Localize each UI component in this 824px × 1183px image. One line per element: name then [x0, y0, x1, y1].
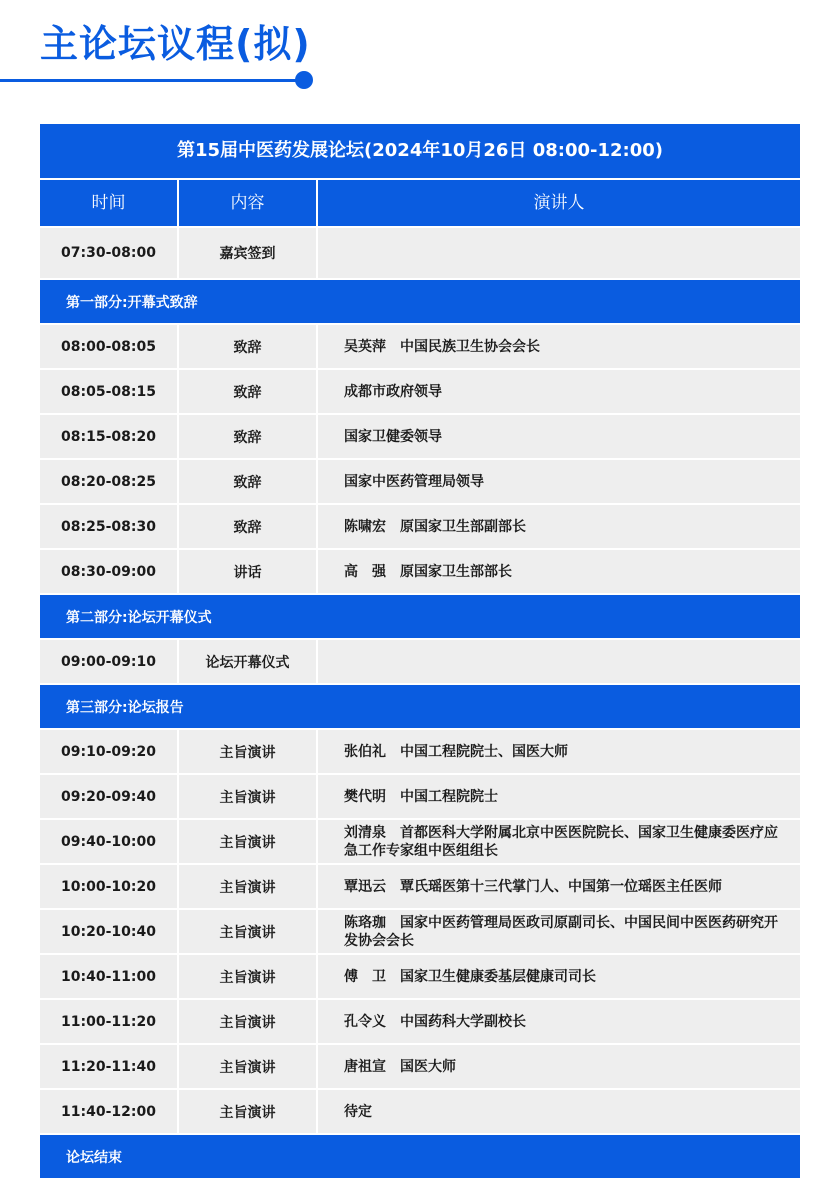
row-content: 致辞	[179, 325, 316, 368]
table-row	[40, 953, 800, 998]
row-time: 08:05-08:15	[40, 370, 177, 413]
row-time: 08:00-08:05	[40, 325, 177, 368]
row-time: 07:30-08:00	[40, 228, 177, 278]
row-content: 主旨演讲	[179, 1090, 316, 1133]
table-row	[40, 548, 800, 593]
row-time: 08:30-09:00	[40, 550, 177, 593]
row-time: 08:20-08:25	[40, 460, 177, 503]
table-row	[40, 1088, 800, 1133]
header-speaker: 演讲人	[318, 180, 800, 226]
row-content: 主旨演讲	[179, 730, 316, 773]
table-row	[40, 638, 800, 683]
row-content: 主旨演讲	[179, 865, 316, 908]
row-speaker	[318, 640, 800, 683]
row-speaker: 成都市政府领导	[318, 370, 800, 413]
section-header: 第二部分:论坛开幕仪式	[40, 593, 800, 638]
section-header: 第一部分:开幕式致辞	[40, 278, 800, 323]
row-content: 致辞	[179, 505, 316, 548]
section-header: 论坛结束	[40, 1133, 800, 1178]
table-row	[40, 323, 800, 368]
table-row	[40, 773, 800, 818]
row-content: 主旨演讲	[179, 1000, 316, 1043]
table-row	[40, 503, 800, 548]
row-time: 11:40-12:00	[40, 1090, 177, 1133]
table-row	[40, 728, 800, 773]
row-content: 讲话	[179, 550, 316, 593]
title-underline	[0, 79, 304, 82]
row-time: 11:00-11:20	[40, 1000, 177, 1043]
row-time: 10:40-11:00	[40, 955, 177, 998]
row-time: 08:25-08:30	[40, 505, 177, 548]
table-row	[40, 226, 800, 278]
row-speaker: 高 强 原国家卫生部部长	[318, 550, 800, 593]
row-speaker: 刘清泉 首都医科大学附属北京中医医院院长、国家卫生健康委医疗应急工作专家组中医组组长	[318, 820, 800, 863]
row-speaker: 陈珞珈 国家中医药管理局医政司原副司长、中国民间中医医药研究开发协会会长	[318, 910, 800, 953]
section-header: 第三部分:论坛报告	[40, 683, 800, 728]
row-time: 09:20-09:40	[40, 775, 177, 818]
row-content: 致辞	[179, 370, 316, 413]
row-content: 主旨演讲	[179, 910, 316, 953]
row-time: 11:20-11:40	[40, 1045, 177, 1088]
row-content: 主旨演讲	[179, 955, 316, 998]
row-speaker: 孔令义 中国药科大学副校长	[318, 1000, 800, 1043]
table-row	[40, 998, 800, 1043]
row-speaker: 吴英萍 中国民族卫生协会会长	[318, 325, 800, 368]
row-content: 致辞	[179, 460, 316, 503]
row-content: 主旨演讲	[179, 1045, 316, 1088]
table-row	[40, 908, 800, 953]
agenda-table	[40, 124, 800, 1178]
row-content: 主旨演讲	[179, 775, 316, 818]
table-header-row	[40, 178, 800, 226]
row-speaker: 傅 卫 国家卫生健康委基层健康司司长	[318, 955, 800, 998]
row-time: 09:10-09:20	[40, 730, 177, 773]
row-content: 嘉宾签到	[179, 228, 316, 278]
table-banner: 第15届中医药发展论坛(2024年10月26日 08:00-12:00)	[40, 124, 800, 178]
row-speaker: 陈啸宏 原国家卫生部副部长	[318, 505, 800, 548]
header-time: 时间	[40, 180, 177, 226]
row-content: 主旨演讲	[179, 820, 316, 863]
row-time: 10:20-10:40	[40, 910, 177, 953]
row-time: 10:00-10:20	[40, 865, 177, 908]
row-speaker: 国家卫健委领导	[318, 415, 800, 458]
row-speaker: 覃迅云 覃氏瑶医第十三代掌门人、中国第一位瑶医主任医师	[318, 865, 800, 908]
row-speaker: 待定	[318, 1090, 800, 1133]
page-title: 主论坛议程(拟)	[40, 22, 311, 66]
table-row	[40, 818, 800, 863]
table-row	[40, 368, 800, 413]
row-time: 09:00-09:10	[40, 640, 177, 683]
row-speaker	[318, 228, 800, 278]
row-time: 09:40-10:00	[40, 820, 177, 863]
table-body	[40, 226, 800, 1178]
row-time: 08:15-08:20	[40, 415, 177, 458]
table-row	[40, 1043, 800, 1088]
table-row	[40, 458, 800, 503]
row-content: 致辞	[179, 415, 316, 458]
row-content: 论坛开幕仪式	[179, 640, 316, 683]
row-speaker: 樊代明 中国工程院院士	[318, 775, 800, 818]
row-speaker: 唐祖宣 国医大师	[318, 1045, 800, 1088]
title-underline-dot	[295, 71, 313, 89]
table-row	[40, 863, 800, 908]
header-content: 内容	[179, 180, 316, 226]
row-speaker: 张伯礼 中国工程院院士、国医大师	[318, 730, 800, 773]
row-speaker: 国家中医药管理局领导	[318, 460, 800, 503]
table-row	[40, 413, 800, 458]
